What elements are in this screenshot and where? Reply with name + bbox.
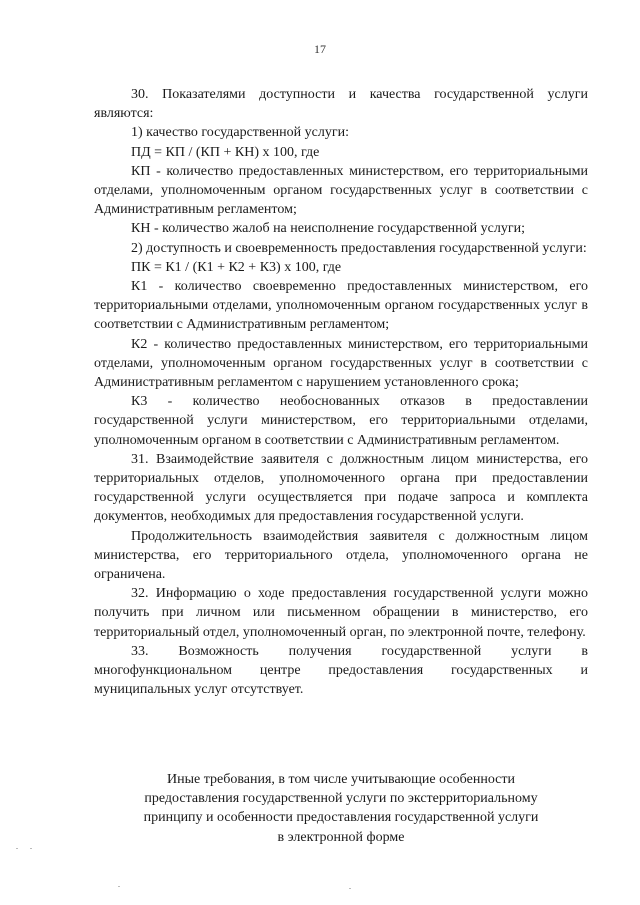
- section-title-line: Иные требования, в том числе учитывающие особенности: [166, 772, 515, 787]
- scan-speck: [349, 888, 351, 889]
- definition-kp: КП - количество предоставленных министерством, его территориальными отделами, уполномоченным органом государственных услуг в соответствии с Административным регламентом;: [94, 163, 588, 218]
- page-number: 17: [314, 42, 326, 56]
- paragraph-32: 32. Информацию о ходе предоставления государственной услуги можно получить при личном или письменном обращении в министерство, его территориальный отдел, уполномоченный орган, по электронной почте, телефону.: [94, 586, 588, 640]
- paragraph-31: 31. Взаимодействие заявителя с должностным лицом министерства, его территориальных отделов, уполномоченного органа при предоставлении государственной услуги осуществляется при подаче запроса и комплекта документов, необходимых для предоставления государственной услуги.: [94, 451, 588, 525]
- section-title-line: предоставления государственной услуги по экстерриториальному: [144, 791, 538, 807]
- definition-k1: К1 - количество своевременно предоставленных министерством, его территориальными отделами, уполномоченным органом государственных услуг в соответствии с Административным регламентом;: [94, 279, 588, 333]
- scan-speck: [118, 886, 120, 887]
- scan-speck: [30, 848, 32, 849]
- formula-pd: ПД = КП / (КП + КН) х 100, где: [131, 144, 320, 160]
- section-title-line: в электронной форме: [277, 829, 405, 845]
- definition-kn: КН - количество жалоб на неисполнение государственной услуги;: [131, 221, 525, 237]
- document-body: [94, 85, 588, 700]
- quality-heading: 1) качество государственной услуги:: [131, 125, 349, 141]
- scan-speck: [16, 848, 18, 849]
- interaction-duration: Продолжительность взаимодействия заявителя с должностным лицом министерства, его территориального отдела, уполномоченного органа не ограничена.: [94, 528, 588, 583]
- definition-k3: К3 - количество необоснованных отказов в предоставлении государственной услуги министерством, его территориальными отделами, уполномоченным органом в соответствии с Административным регламентом.: [94, 394, 588, 448]
- section-title: [94, 770, 588, 847]
- section-title-line: принципу и особенности предоставления государственной услуги: [143, 810, 539, 826]
- paragraph-33: 33. Возможность получения государственной услуги в многофункциональном центре предоставления государственных и муниципальных услуг отсутствует.: [94, 643, 588, 698]
- accessibility-heading: 2) доступность и своевременность предоставления государственной услуги:: [131, 240, 587, 256]
- formula-pk: ПК = К1 / (К1 + К2 + К3) х 100, где: [131, 259, 342, 275]
- definition-k2: К2 - количество предоставленных министерством, его территориальными отделами, уполномоченным органом государственных услуг в соответствии с Административным регламентом с нарушением установленного срока;: [94, 336, 588, 391]
- paragraph-30: 30. Показателями доступности и качества государственной услуги являются:: [94, 87, 588, 122]
